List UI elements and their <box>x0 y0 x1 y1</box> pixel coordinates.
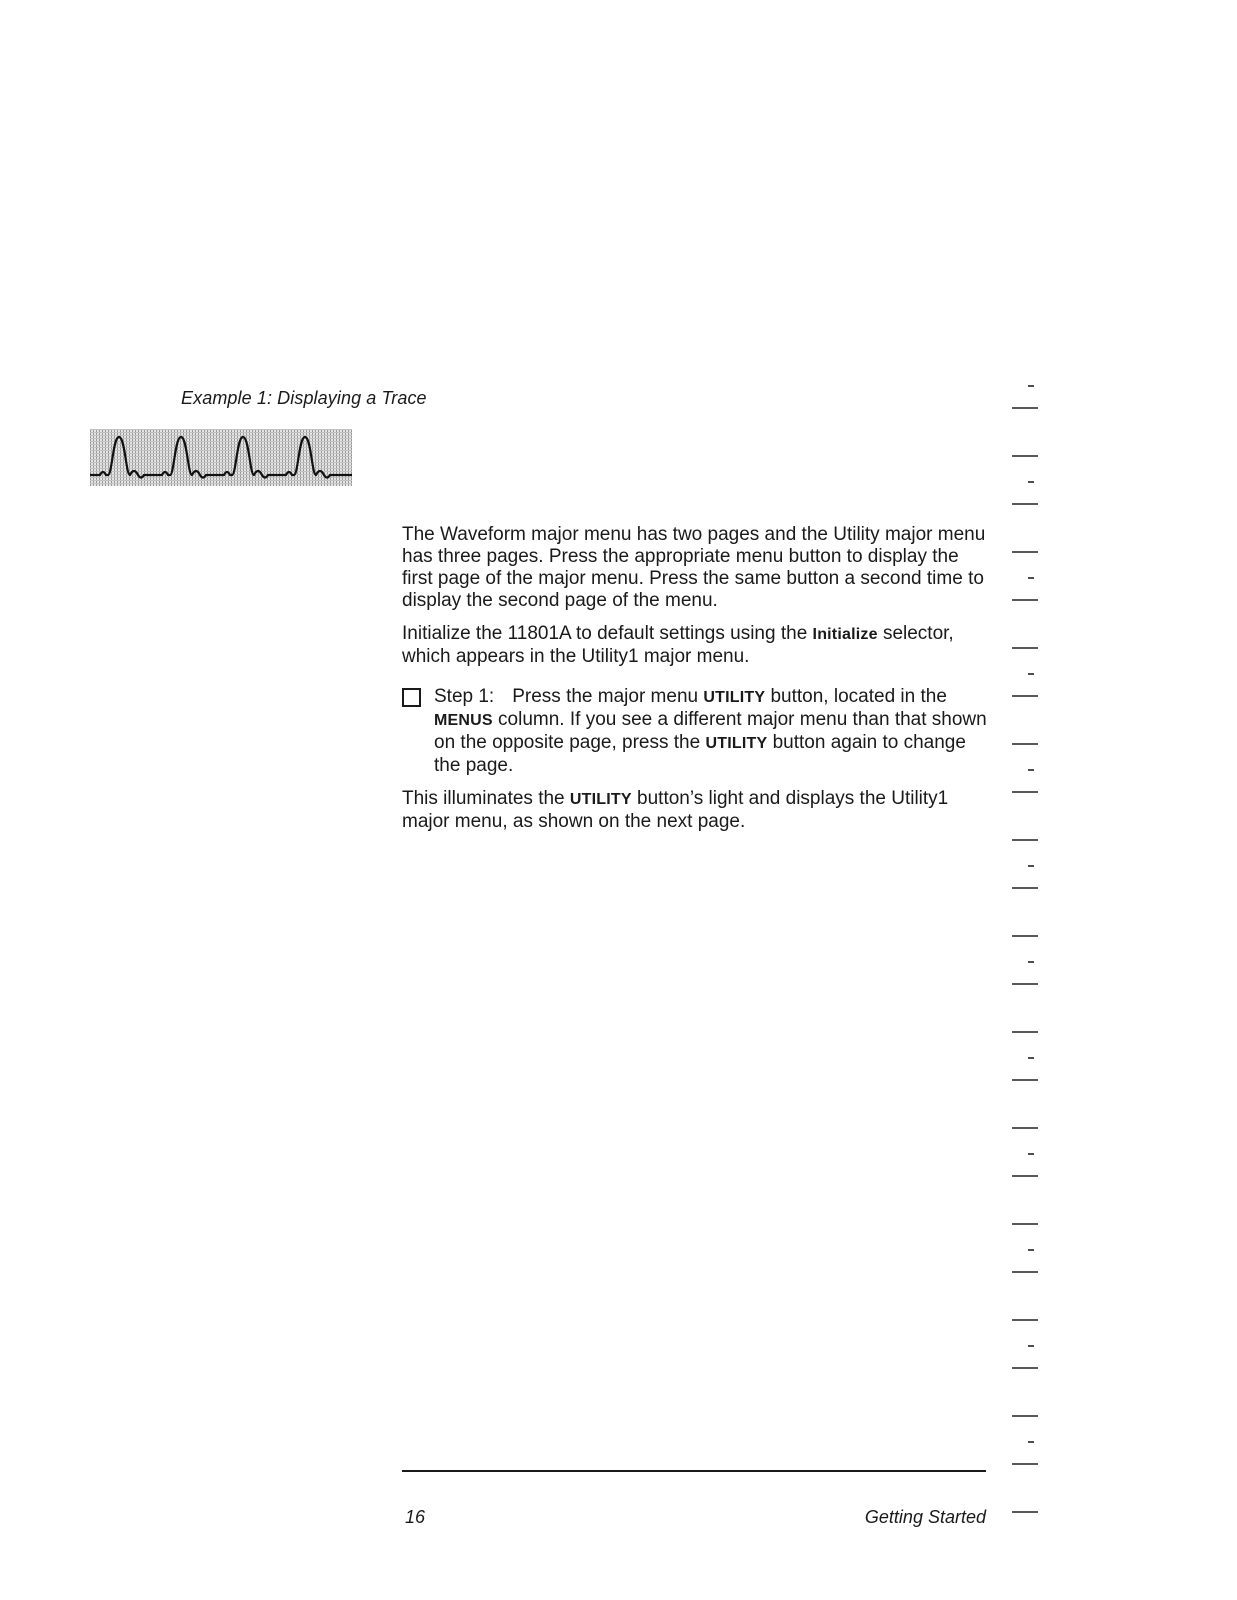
step-checkbox[interactable] <box>402 688 421 707</box>
step-1 <box>402 686 987 777</box>
text-segment: button again to change the page. <box>434 732 966 776</box>
initialize-paragraph <box>402 623 987 668</box>
binding-edge-marks <box>1000 360 1080 1520</box>
section-title: Example 1: Displaying a Trace <box>181 388 427 408</box>
text-segment: button’s light and displays the Utility1 major menu, as shown on the next page. <box>402 788 949 832</box>
step-label: Step 1: <box>434 686 495 707</box>
utility-keyword: UTILITY <box>705 735 768 752</box>
footer-rule <box>402 1470 986 1472</box>
text-segment: Initialize the 11801A to default settings using the <box>402 623 813 644</box>
body-content <box>402 524 987 844</box>
running-footer: Getting Started <box>864 1507 986 1527</box>
waveform-banner-graphic <box>90 429 352 486</box>
text-segment: Press the major menu <box>512 686 704 707</box>
utility-keyword: UTILITY <box>703 689 766 706</box>
text-segment: This illuminates the <box>402 788 570 809</box>
menus-keyword: MENUS <box>434 712 493 729</box>
text-segment: selector, which appears in the Utility1 major menu. <box>402 623 954 667</box>
initialize-keyword: Initialize <box>812 626 878 643</box>
intro-paragraph: The Waveform major menu has two pages and the Utility major menu has three pages. Press the appropriate menu button to display the first page of the major menu. Press the same button a second time to display the second page of the menu. <box>402 524 986 611</box>
utility-keyword: UTILITY <box>569 791 632 808</box>
text-segment: column. If you see a different major menu than that shown on the opposite page, press the <box>434 709 987 753</box>
page-number: 16 <box>405 1507 426 1527</box>
result-paragraph <box>402 788 987 833</box>
text-segment: button, located in the <box>765 686 947 707</box>
